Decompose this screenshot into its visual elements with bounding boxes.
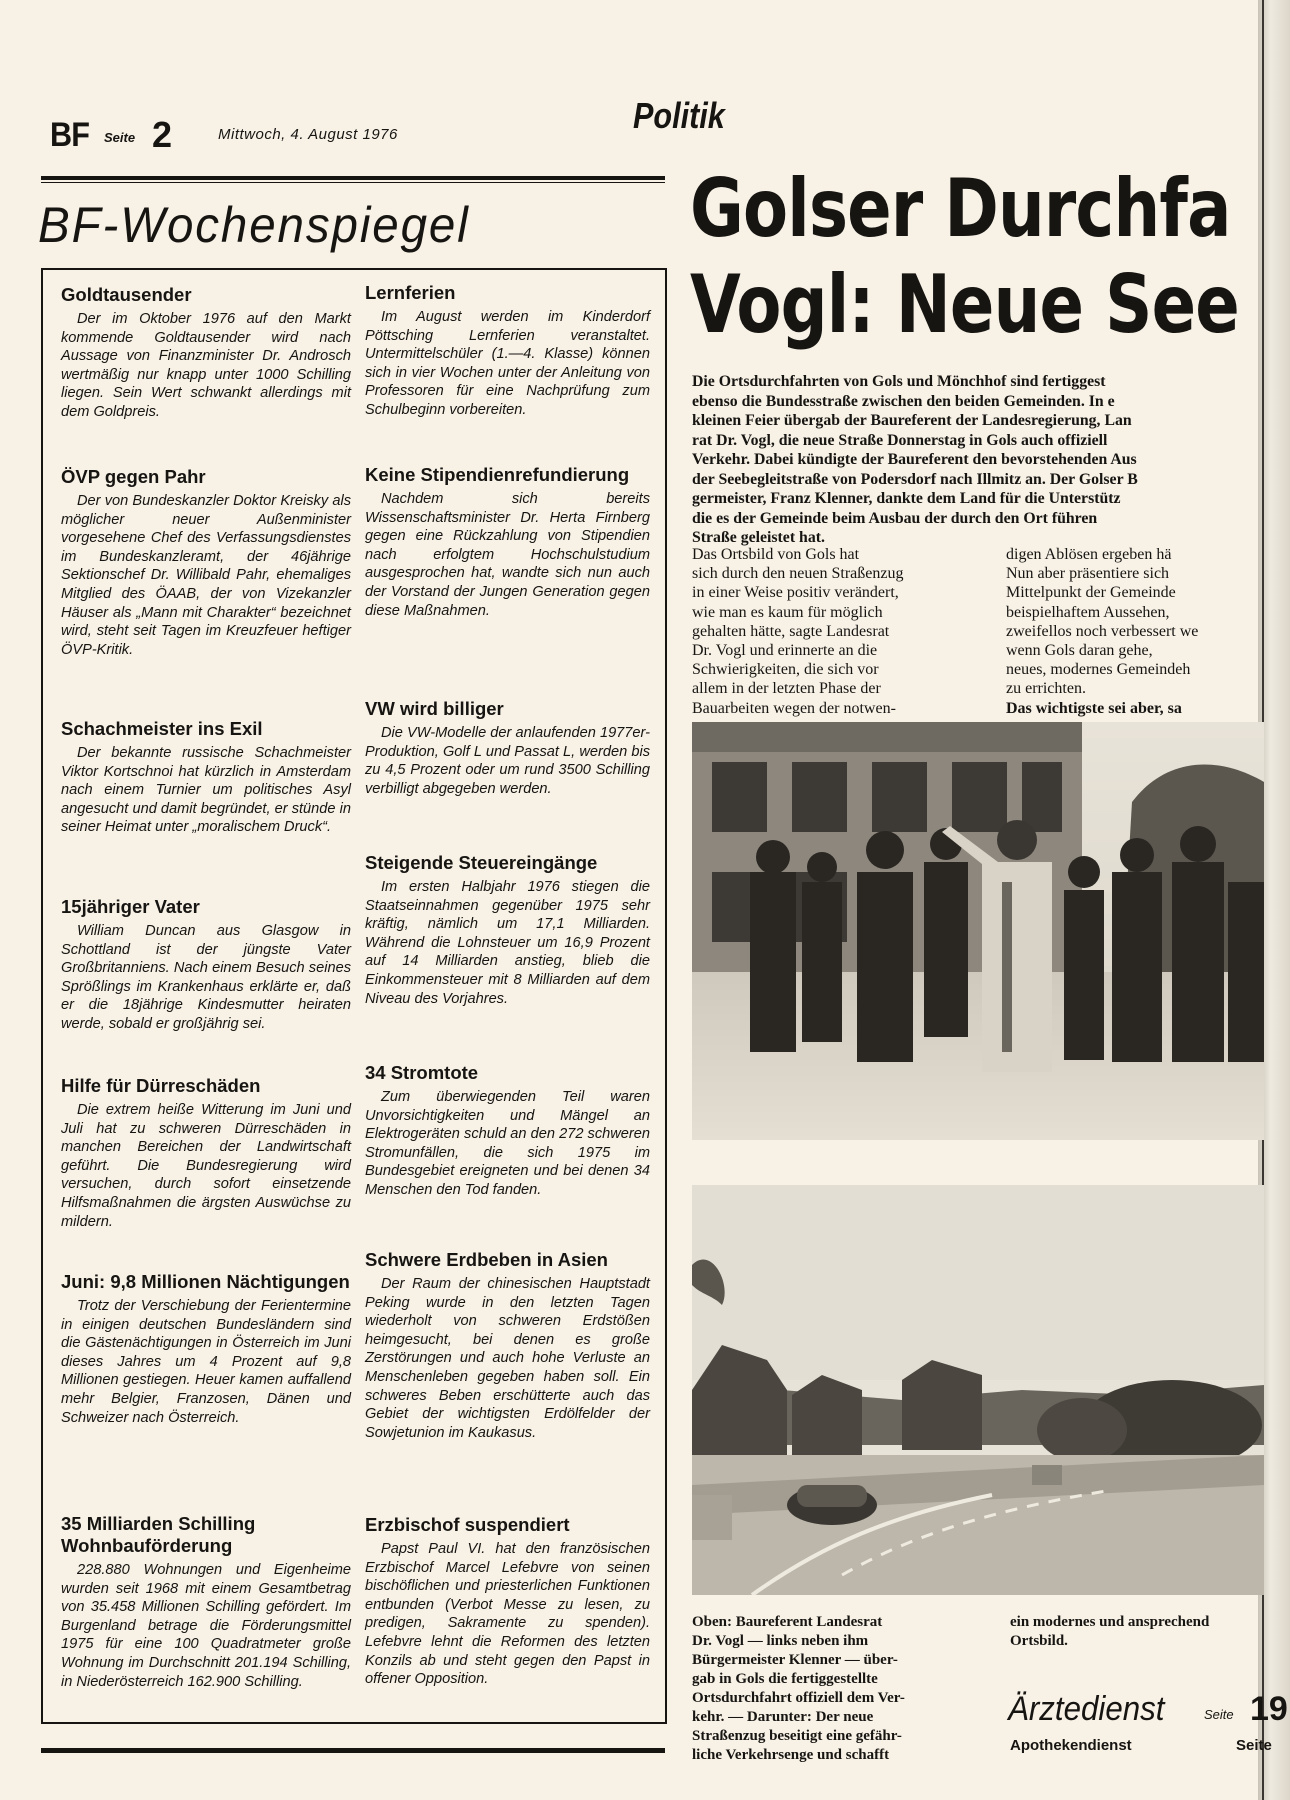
article-body-column-1 — [692, 545, 1012, 718]
bf-logo: BF — [50, 116, 89, 154]
body-line: Dr. Vogl und erinnerte an die — [692, 642, 878, 660]
brief-text: Der bekannte russische Schachmeister Viktor Kortschnoi hat kürzlich in Amsterdam nach einem Turnier um politisches Asyl angesucht und damit begründet, er stünde in seiner Heimat unter „moralischem Druck“. — [61, 745, 351, 836]
brief-text: Im ersten Halbjahr 1976 stiegen die Staatseinnahmen gegenüber 1975 sehr kräftig, nämlich um 17,1 Milliarden. Während die Lohnsteuer um 16,9 Prozent auf 14 Milliarden anstieg, blieb die Einkommensteuer mit 8 Milliarden auf dem Niveau des Vorjahres. — [365, 879, 650, 1007]
body-line: wie man es kaum für möglich — [692, 603, 883, 621]
brief-headline: 35 Milliarden Schilling Wohnbauförderung — [61, 1513, 256, 1556]
brief-text: Der im Oktober 1976 auf den Markt kommende Goldtausender wird nach Aussage von Finanzminister Dr. Androsch wertmäßig nur knapp unter 1000 Schilling liegen. Sein Wert schwankt allerdings mit dem Goldpreis. — [61, 311, 351, 420]
brief-headline: 34 Stromtote — [365, 1062, 479, 1083]
body-line: gehalten hätte, sagte Landesrat — [692, 622, 890, 640]
body-line: Mittelpunkt der Gemeinde — [1006, 584, 1176, 602]
body-line: Das Ortsbild von Gols hat — [692, 546, 860, 563]
body-line: Bauarbeiten wegen der notwen- — [692, 699, 896, 717]
top-rule — [41, 176, 665, 180]
caption-line: gab in Gols die fertiggestellte — [692, 1671, 878, 1687]
brief-article — [365, 1514, 650, 1689]
body-line: Nun aber präsentiere sich — [1006, 565, 1170, 583]
main-headline-line-1: Golser Durchfa — [690, 162, 1231, 255]
brief-article — [61, 1513, 351, 1691]
lead-line: ebenso die Bundesstraße zwischen den beiden Gemeinden. In e — [692, 392, 1115, 410]
caption-line: Bürgermeister Klenner — über- — [692, 1652, 898, 1668]
article-lead — [692, 372, 1264, 548]
wochenspiegel-box — [41, 268, 667, 1724]
body-line: wenn Gols daran gehe, — [1006, 642, 1153, 660]
photo-new-street-image — [692, 1185, 1264, 1595]
brief-article — [365, 1249, 650, 1442]
caption-line: Ortsbild. — [1010, 1633, 1068, 1649]
brief-headline: 15jähriger Vater — [61, 896, 200, 917]
lead-line: Die Ortsdurchfahrten von Gols und Mönchhof sind fertiggest — [692, 373, 1106, 390]
brief-article — [61, 1075, 351, 1231]
photo-caption — [692, 1613, 988, 1765]
wochenspiegel-title: BF-Wochenspiegel — [38, 197, 470, 253]
brief-text: Die extrem heiße Witterung im Juni und Juli hat zu schweren Dürreschäden in manchen Bereichen der Landwirtschaft geführt. Die Bundesregierung wird versuchen, durch sofort einsetzende Hilfsmaßnahmen die ärgsten Auswüchse zu mildern. — [61, 1102, 351, 1230]
caption-line: kehr. — Darunter: Der neue — [692, 1709, 874, 1725]
body-line: beispielhaftem Aussehen, — [1006, 603, 1170, 621]
body-line: Das wichtigste sei aber, sa — [1006, 699, 1182, 717]
brief-headline: ÖVP gegen Pahr — [61, 466, 206, 487]
brief-headline: Erzbischof suspendiert — [365, 1514, 570, 1535]
brief-text: Nachdem sich bereits Wissenschaftsminister Dr. Herta Firnberg gegen eine Rückzahlung von Stipendien nach erfolgtem Hochschulstudium ausgesprochen hat, wandte sich nun auch der Vorstand der Jungen Generation gegen diese Maßnahmen. — [365, 491, 650, 619]
issue-date: Mittwoch, 4. August 1976 — [218, 126, 398, 143]
aerztedienst-page-number: 19 — [1250, 1690, 1288, 1728]
photo-new-street — [692, 1185, 1264, 1595]
seite-label: Seite — [104, 130, 136, 145]
body-line: zweifellos noch verbessert we — [1006, 622, 1199, 640]
brief-text: Im August werden im Kinderdorf Pöttsching Lernferien veranstaltet. Untermittelschüler (1.—4. Klasse) können sich in vier Wochen unter der Anleitung von Professoren für eine Nachprüfung zum Schulbeginn vorbereiten. — [365, 309, 650, 418]
brief-article — [61, 284, 351, 422]
brief-text: Trotz der Verschiebung der Ferientermine in einigen deutschen Bundesländern sind die Gästenächtigungen in Österreich im Juni dieses Jahres um 4 Prozent auf 9,8 Millionen gestiegen. Heuer kamen auffallend mehr Belgier, Franzosen, Dänen und Schweizer nach Österreich. — [61, 1298, 351, 1426]
apothekendienst-teaser: Apothekendienst — [1010, 1737, 1132, 1754]
body-line: zu errichten. — [1006, 680, 1086, 698]
body-line: allem in der letzten Phase der — [692, 680, 881, 698]
top-rule-thin — [41, 182, 665, 183]
caption-line: Oben: Baureferent Landesrat — [692, 1614, 883, 1630]
lead-line: Verkehr. Dabei kündigte der Baureferent den bevorstehenden Aus — [692, 451, 1137, 468]
caption-line: liche Verkehrsenge und schafft — [692, 1747, 890, 1763]
photo-caption-continued — [1010, 1613, 1262, 1651]
brief-headline: Goldtausender — [61, 284, 192, 305]
brief-article — [365, 282, 650, 420]
caption-line: ein modernes und ansprechend — [1010, 1614, 1210, 1630]
brief-text: Zum überwiegenden Teil waren Unvorsichtigkeiten und Mängel an Elektrogeräten schuld an den 272 schweren Stromunfällen, die sich 1975 im Bundesgebiet ereigneten und bei denen 34 Menschen den Tod fanden. — [365, 1089, 650, 1198]
body-line: in einer Weise positiv verändert, — [692, 584, 899, 602]
body-line: sich durch den neuen Straßenzug — [692, 565, 904, 583]
brief-article — [365, 698, 650, 798]
brief-headline: Schachmeister ins Exil — [61, 718, 263, 739]
lead-line: der Seebegleitstraße von Podersdorf nach Illmitz an. Der Golser B — [692, 470, 1138, 488]
page-number: 2 — [152, 114, 173, 155]
brief-text: Der von Bundeskanzler Doktor Kreisky als möglicher neuer Außenminister vorgesehene Chef des Verfassungsdienstes im Bundeskanzleramt, der 46jährige Sektionschef Dr. Willibald Pahr, ehemaliges Mitglied des ÖAAB, der von Vizekanzler Häuser als „Mann mit Charakter“ bezeichnet wird, steht seit Tagen im Kreuzfeuer heftiger ÖVP-Kritik. — [61, 493, 351, 658]
caption-line: Straßenzug beseitigt eine gefähr- — [692, 1728, 902, 1744]
brief-article — [365, 852, 650, 1008]
lead-line: germeister, Franz Klenner, dankte dem Land für die Unterstütz — [692, 490, 1121, 507]
aerztedienst-teaser: Ärztedienst — [1008, 1690, 1165, 1728]
lead-line: kleinen Feier übergab der Baureferent der Landesregierung, Lan — [692, 412, 1132, 429]
brief-headline: Lernferien — [365, 282, 456, 303]
photo-officials-walking — [692, 722, 1264, 1140]
brief-text: 228.880 Wohnungen und Eigenheime wurden seit 1968 mit einem Gesamtbetrag von 35.458 Millionen Schilling gefördert. Im Burgenland betrage die Förderungsmittel 1975 für eine 100 Quadratmeter große Wohnung im Durchschnitt 201.194 Schilling, in Niederösterreich 162.900 Schilling. — [61, 1562, 351, 1690]
brief-article — [61, 466, 351, 659]
brief-headline: VW wird billiger — [365, 698, 504, 719]
brief-article — [61, 1271, 351, 1427]
brief-headline: Keine Stipendienrefundierung — [365, 464, 630, 485]
caption-line: Dr. Vogl — links neben ihm — [692, 1633, 869, 1649]
apothekendienst-seite-label: Seite — [1236, 1737, 1272, 1754]
body-line: Schwierigkeiten, die sich vor — [692, 661, 879, 679]
lead-line: Straße geleistet hat. — [692, 529, 825, 546]
brief-article — [61, 718, 351, 837]
brief-article — [365, 464, 650, 620]
aerztedienst-seite-label: Seite — [1204, 1707, 1234, 1722]
main-headline-line-2: Vogl: Neue See — [690, 258, 1239, 351]
brief-text: William Duncan aus Glasgow in Schottland ist der jüngste Vater Großbritanniens. Nach einem Besuch seines Sprößlings im Krankenhaus erklärte er, daß er die 18jährige Kindesmutter heiraten werde, sobald er großjährig sei. — [61, 923, 351, 1032]
article-body-column-2 — [1006, 545, 1268, 718]
brief-headline: Juni: 9,8 Millionen Nächtigungen — [61, 1271, 350, 1292]
brief-text: Der Raum der chinesischen Hauptstadt Peking wurde in den letzten Tagen wiederholt von schweren Erdstößen heimgesucht, bei denen es große Zerstörungen und auch hohe Verluste an Menschenleben gegeben haben soll. Ein schweres Beben erschütterte auch das Gebiet der wichtigsten Erdölfelder der Sowjetunion im Kaukasus. — [365, 1276, 650, 1441]
brief-article — [61, 896, 351, 1034]
brief-text: Papst Paul VI. hat den französischen Erzbischof Marcel Lefebvre von seinen bischöflichen und priesterlichen Funktionen entbunden (Verbot Messe zu lesen, zu predigen, Sakramente zu spenden). Lefebvre lehnt die Reformen des letzten Konzils ab und steht gegen den Papst in offener Opposition. — [365, 1541, 650, 1688]
brief-headline: Schwere Erdbeben in Asien — [365, 1249, 608, 1270]
photo-officials-walking-image — [692, 722, 1264, 1140]
brief-headline: Steigende Steuereingänge — [365, 852, 598, 873]
brief-article — [365, 1062, 650, 1200]
section-title: Politik — [633, 95, 725, 136]
body-line: neues, modernes Gemeindeh — [1006, 661, 1191, 679]
lead-line: die es der Gemeinde beim Ausbau der durch den Ort führen — [692, 509, 1098, 527]
body-line: digen Ablösen ergeben hä — [1006, 546, 1172, 563]
caption-line: Ortsdurchfahrt offiziell dem Ver- — [692, 1690, 905, 1706]
brief-headline: Hilfe für Dürreschäden — [61, 1075, 261, 1096]
brief-text: Die VW-Modelle der anlaufenden 1977er-Produktion, Golf L und Passat L, werden bis zu 4,5 Prozent oder um rund 3500 Schilling verbilligt abgegeben werden. — [365, 725, 650, 797]
lead-line: rat Dr. Vogl, die neue Straße Donnerstag in Gols auch offiziell — [692, 431, 1108, 449]
bottom-rule — [41, 1748, 665, 1753]
